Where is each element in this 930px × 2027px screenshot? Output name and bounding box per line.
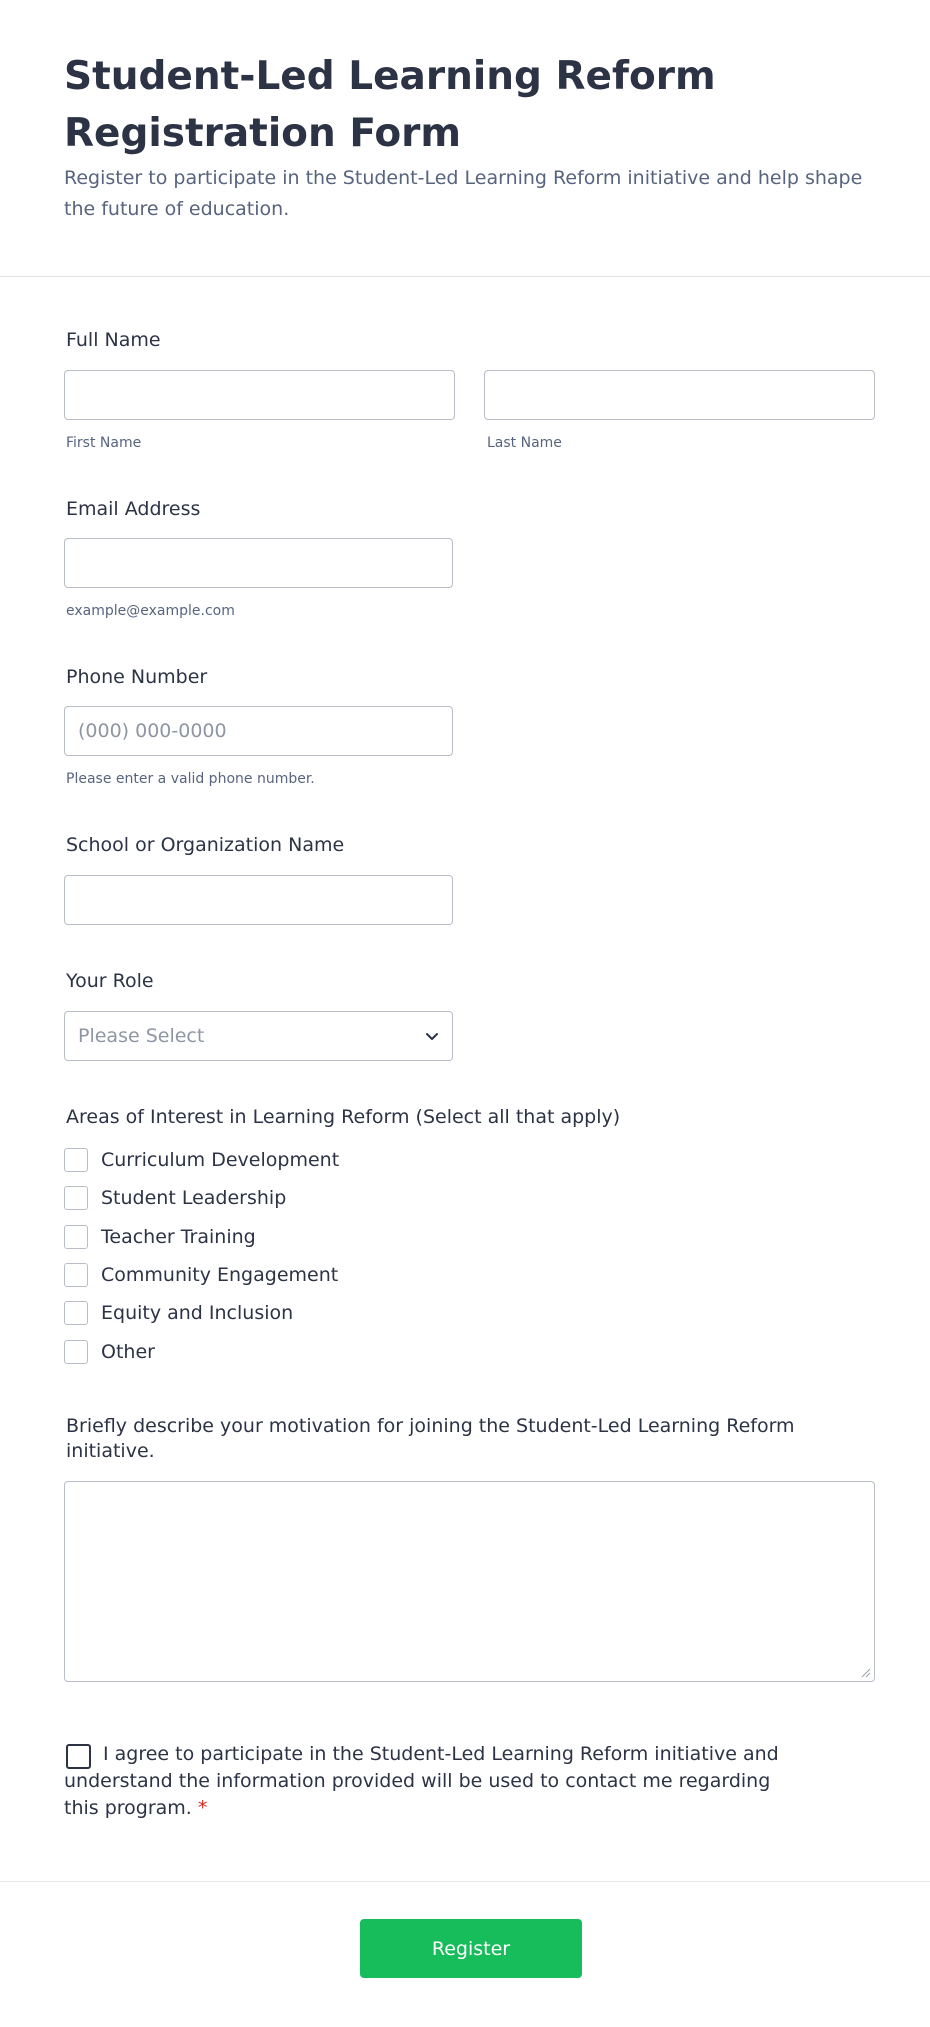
- register-button[interactable]: Register: [360, 1919, 582, 1978]
- form-header: [0, 0, 930, 277]
- checkbox-label: Curriculum Development: [101, 1149, 340, 1171]
- school-input[interactable]: [64, 875, 453, 925]
- checkbox[interactable]: [64, 1186, 88, 1210]
- first-name-sublabel: First Name: [66, 435, 142, 451]
- motivation-label: Briefly describe your motivation for joining the Student-Led Learning Reform initiative.: [66, 1415, 795, 1462]
- first-name-input[interactable]: [64, 370, 455, 420]
- school-label: School or Organization Name: [66, 834, 345, 856]
- checkbox[interactable]: [64, 1263, 88, 1287]
- page-subtitle: Register to participate in the Student-Led Learning Reform initiative and help shape the future of education.: [64, 167, 863, 220]
- checkbox-label: Equity and Inclusion: [101, 1302, 294, 1324]
- role-label: Your Role: [66, 970, 154, 992]
- checkbox[interactable]: [64, 1340, 88, 1364]
- email-label: Email Address: [66, 498, 201, 520]
- phone-label: Phone Number: [66, 666, 208, 688]
- agreement-checkbox[interactable]: [66, 1744, 91, 1769]
- checkbox[interactable]: [64, 1301, 88, 1325]
- checkbox-label: Other: [101, 1341, 155, 1363]
- phone-sublabel: Please enter a valid phone number.: [66, 771, 315, 787]
- motivation-textarea[interactable]: [64, 1481, 875, 1682]
- checkbox-label: Community Engagement: [101, 1264, 339, 1286]
- checkbox-label: Teacher Training: [101, 1226, 256, 1248]
- interests-label: Areas of Interest in Learning Reform (Select all that apply): [66, 1106, 621, 1128]
- role-select[interactable]: [64, 1011, 453, 1061]
- last-name-sublabel: Last Name: [487, 435, 562, 451]
- agreement-label: I agree to participate in the Student-Led Learning Reform initiative and understand the information provided will be used to contact me regarding this program.: [64, 1743, 779, 1819]
- email-sublabel: example@example.com: [66, 603, 235, 619]
- last-name-input[interactable]: [484, 370, 875, 420]
- checkbox[interactable]: [64, 1225, 88, 1249]
- checkbox[interactable]: [64, 1148, 88, 1172]
- agreement-text: [64, 1741, 784, 1822]
- checkbox-label: Student Leadership: [101, 1187, 287, 1209]
- required-marker: *: [197, 1797, 208, 1819]
- email-input[interactable]: [64, 538, 453, 588]
- footer-divider: [0, 1881, 930, 1882]
- full-name-label: Full Name: [66, 329, 161, 351]
- role-select-value: Please Select: [78, 1025, 205, 1047]
- page-title: Student-Led Learning Reform Registration Form: [64, 54, 716, 156]
- phone-input[interactable]: [64, 706, 453, 756]
- chevron-down-icon: [422, 1026, 442, 1046]
- resize-grip-icon[interactable]: [859, 1666, 871, 1678]
